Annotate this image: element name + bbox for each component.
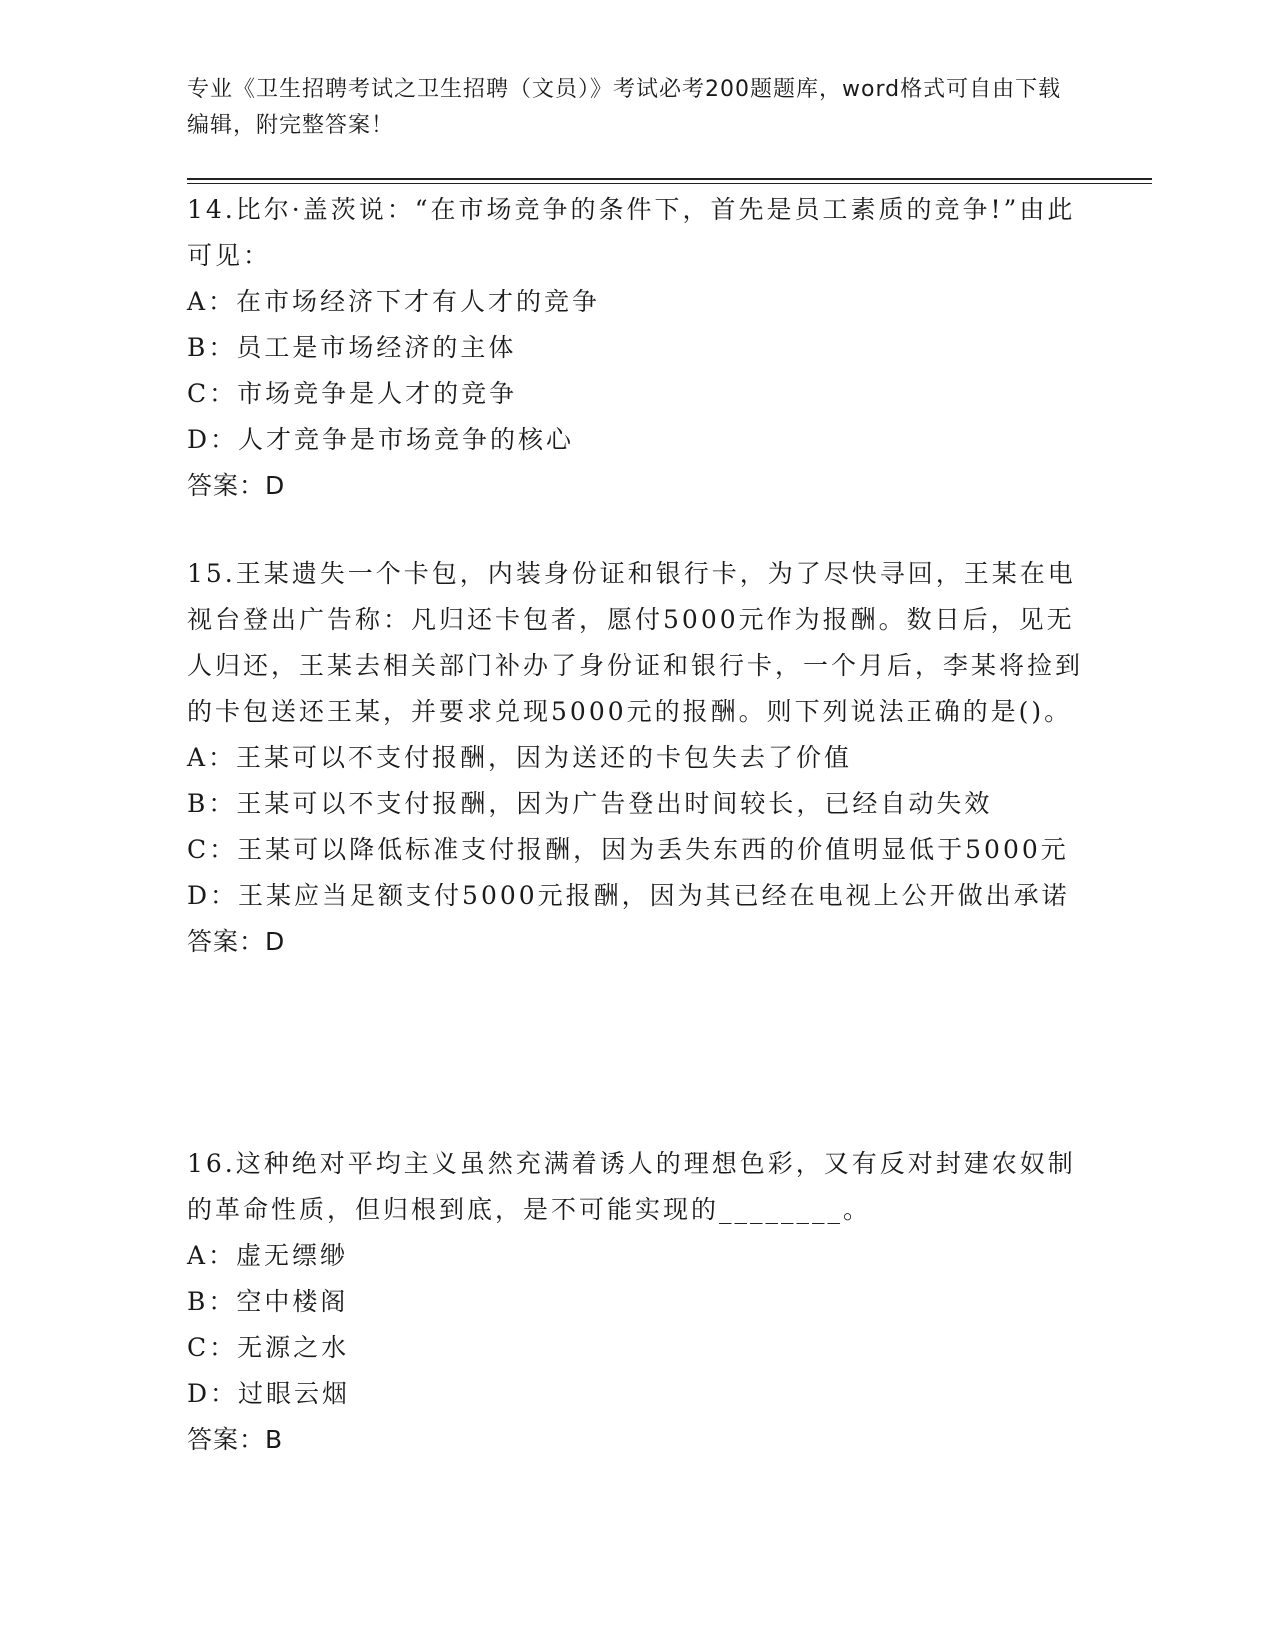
option-d: D：人才竞争是市场竞争的核心 <box>187 425 575 454</box>
option-d: D：王某应当足额支付5000元报酬，因为其已经在电视上公开做出承诺 <box>187 881 1070 910</box>
answer-line: 答案：B <box>187 1425 284 1454</box>
question-stem: 16.这种绝对平均主义虽然充满着诱人的理想色彩，又有反对封建农奴制的革命性质，但归根到底，是不可能实现的________。 <box>187 1149 1076 1224</box>
option-a: A：王某可以不支付报酬，因为送还的卡包失去了价值 <box>187 743 853 772</box>
question-16 <box>187 1141 1087 1463</box>
option-b: B：王某可以不支付报酬，因为广告登出时间较长，已经自动失效 <box>187 789 993 818</box>
header-rule-thick <box>187 178 1152 180</box>
option-d: D：过眼云烟 <box>187 1379 351 1408</box>
answer-line: 答案：D <box>187 471 286 500</box>
question-14 <box>187 187 1087 509</box>
option-a: A：在市场经济下才有人才的竞争 <box>187 287 601 316</box>
option-c: C：无源之水 <box>187 1333 350 1362</box>
option-b: B：员工是市场经济的主体 <box>187 333 517 362</box>
option-c: C：市场竞争是人才的竞争 <box>187 379 518 408</box>
header-rule-thin <box>187 183 1152 184</box>
question-stem: 15.王某遗失一个卡包，内装身份证和银行卡，为了尽快寻回，王某在电视台登出广告称：凡归还卡包者，愿付5000元作为报酬。数日后，见无人归还，王某去相关部门补办了身份证和银行卡，一个月后，李某将捡到的卡包送还王某，并要求兑现5000元的报酬。则下列说法正确的是()。 <box>187 559 1084 726</box>
answer-line: 答案：D <box>187 927 286 956</box>
question-15 <box>187 551 1087 965</box>
option-b: B：空中楼阁 <box>187 1287 349 1316</box>
document-header: 专业《卫生招聘考试之卫生招聘（文员）》考试必考200题题库，word格式可自由下载编辑，附完整答案！ <box>187 77 1062 138</box>
option-c: C：王某可以降低标准支付报酬，因为丢失东西的价值明显低于5000元 <box>187 835 1069 864</box>
option-a: A：虚无缥缈 <box>187 1241 349 1270</box>
question-stem: 14.比尔·盖茨说：“在市场竞争的条件下，首先是员工素质的竞争!”由此可见： <box>187 195 1076 270</box>
